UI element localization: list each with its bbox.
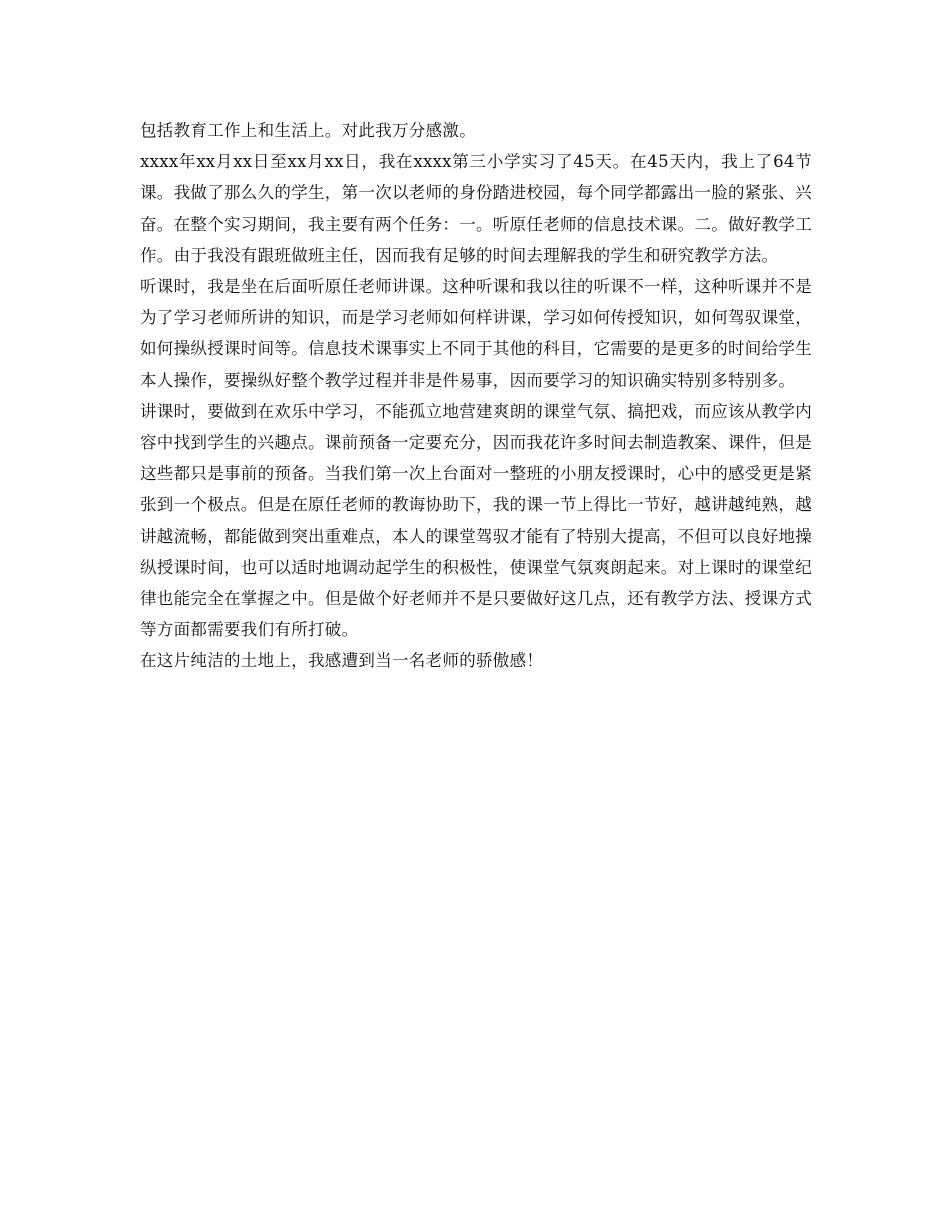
paragraph-gratitude: 包括教育工作上和生活上。对此我万分感激。 [140, 121, 476, 140]
paragraph-teaching-classes: 讲课时，要做到在欢乐中学习，不能孤立地营建爽朗的课堂气氛、搞把戏，而应该从教学内容中找到学生的兴趣点。课前预备一定要充分，因而我花许多时间去制造教案、课件，但是这些都只是事前的预备。当我们第一次上台面对一整班的小朋友授课时，心中的感受更是紧张到一个极点。但是在原任老师的教诲协助下，我的课一节上得比一节好，越讲越纯熟，越讲越流畅，都能做到突出重难点，本人的课堂驾驭才能有了特别大提高，不但可以良好地操纵授课时间，也可以适时地调动起学生的积极性，使课堂气氛爽朗起来。对上课时的课堂纪律也能完全在掌握之中。但是做个好老师并不是只要做好这几点，还有教学方法、授课方式等方面都需要我们有所打破。 [140, 401, 812, 640]
paragraph-internship-overview: xxxx年xx月xx日至xx月xx日，我在xxxx第三小学实习了45天。在45天内，我上了64节课。我做了那么久的学生，第一次以老师的身份踏进校园，每个同学都露出一脸的紧张、兴奋。在整个实习期间，我主要有两个任务：一。听原任老师的信息技术课。二。做好教学工作。由于我没有跟班做班主任，因而我有足够的时间去理解我的学生和研究教学方法。 [140, 152, 812, 265]
document-body [140, 115, 812, 677]
paragraph-observing-classes: 听课时，我是坐在后面听原任老师讲课。这种听课和我以往的听课不一样，这种听课并不是为了学习老师所讲的知识，而是学习老师如何样讲课，学习如何传授知识，如何驾驭课堂，如何操纵授课时间等。信息技术课事实上不同于其他的科目，它需要的是更多的时间给学生本人操作，要操纵好整个教学过程并非是件易事，因而要学习的知识确实特别多特别多。 [140, 277, 812, 390]
paragraph-conclusion: 在这片纯洁的土地上，我感遭到当一名老师的骄傲感！ [140, 651, 544, 671]
